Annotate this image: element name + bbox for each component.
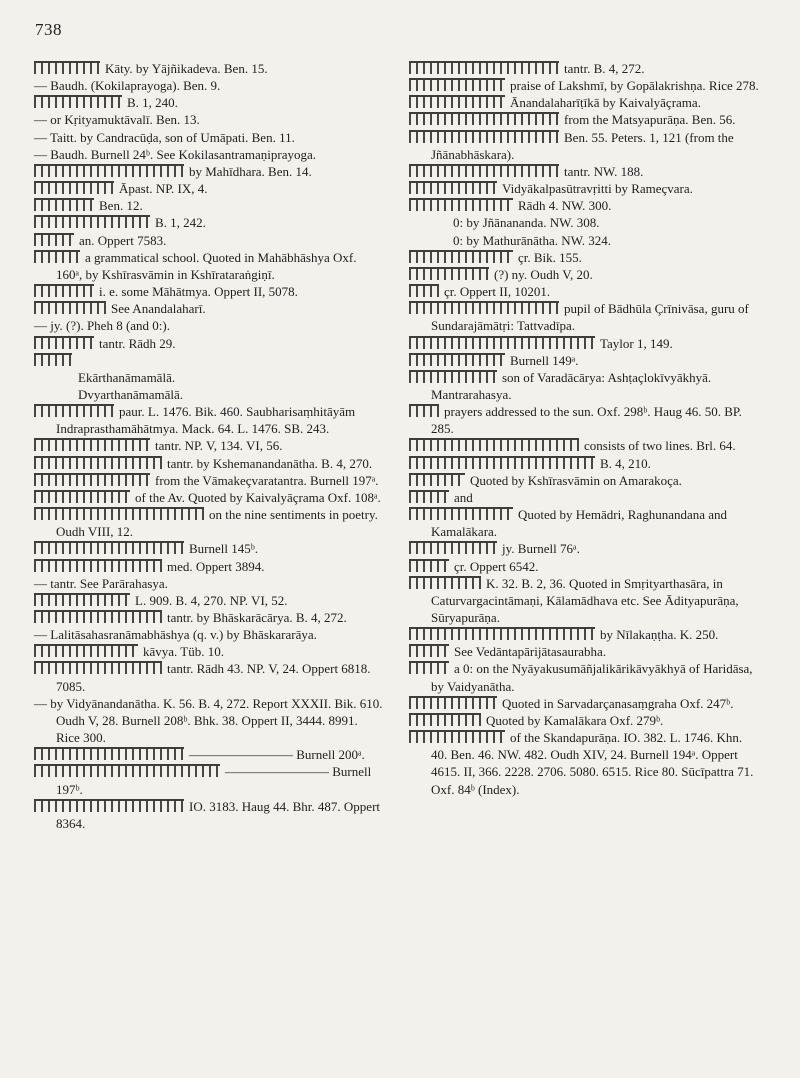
catalogue-entry	[34, 352, 384, 369]
entry-text: B. 1, 240.	[127, 95, 178, 111]
devanagari-headword	[409, 456, 595, 469]
devanagari-headword	[34, 593, 130, 606]
devanagari-headword	[409, 559, 449, 572]
entry-text: — tantr. See Parārahasya.	[34, 575, 168, 591]
entry-text: a grammatical school. Quoted in Mahābhāshya Oxf. 160ᵃ, by Kshīrasvāmin in Kshīrataraṅgiṇī.	[56, 249, 357, 282]
entry-text: jy. Burnell 76ᵃ.	[502, 541, 580, 557]
entry-text: tantr. Rādh 43. NP. V, 24. Oppert 6818. 7085.	[56, 661, 371, 694]
catalogue-entry	[409, 575, 759, 626]
devanagari-headword	[409, 713, 481, 726]
catalogue-entry	[409, 129, 759, 163]
devanagari-headword	[409, 490, 449, 503]
entry-text: kāvya. Tüb. 10.	[143, 644, 224, 660]
entry-text: 0: by Mathurānātha. NW. 324.	[453, 232, 612, 248]
catalogue-entry	[34, 643, 384, 660]
devanagari-headword	[409, 284, 439, 297]
entry-text: Taylor 1, 149.	[600, 335, 673, 351]
catalogue-entry	[34, 197, 384, 214]
entry-text: çr. Oppert II, 10201.	[444, 284, 551, 300]
devanagari-headword	[409, 507, 513, 520]
entry-text: — Baudh. (Kokilaprayoga). Ben. 9.	[34, 78, 221, 94]
devanagari-headword	[34, 456, 162, 469]
catalogue-entry	[34, 660, 384, 694]
devanagari-headword	[409, 541, 497, 554]
entry-text: from the Matsyapurāṇa. Ben. 56.	[564, 112, 736, 128]
entry-text: — by Vidyānandanātha. K. 56. B. 4, 272. Report XXXII. Bik. 610. Oudh V, 28. Burnell 208ᵇ. Bhk. 38. Oppert II, 3444. 8991. Rice 300.	[34, 695, 383, 746]
catalogue-entry	[409, 729, 759, 798]
entry-text: See Vedāntapārijātasaurabha.	[454, 644, 607, 660]
devanagari-headword	[34, 507, 204, 520]
entry-text: tantr. B. 4, 272.	[564, 61, 645, 76]
catalogue-entry	[409, 283, 759, 300]
devanagari-headword	[34, 799, 184, 812]
entry-text: Ben. 55. Peters. 1, 121 (from the Jñānabhāskara).	[431, 129, 734, 162]
catalogue-entry	[34, 403, 384, 437]
catalogue-entry	[34, 437, 384, 454]
devanagari-headword	[409, 661, 449, 674]
catalogue-entry	[409, 660, 759, 694]
entry-text: B. 4, 210.	[600, 455, 651, 471]
entry-text: Vidyākalpasūtravṛitti by Rameçvara.	[502, 181, 693, 197]
catalogue-entry	[34, 249, 384, 283]
catalogue-entry	[34, 214, 384, 231]
devanagari-headword	[409, 438, 579, 451]
catalogue-entry	[34, 111, 384, 128]
entry-text: (?) ny. Oudh V, 20.	[494, 266, 593, 282]
entry-text: tantr. NP. V, 134. VI, 56.	[155, 438, 283, 454]
catalogue-entry	[409, 369, 759, 403]
catalogue-entry	[34, 129, 384, 146]
entry-text: K. 32. B. 2, 36. Quoted in Smṛityarthasāra, in Caturvargacintāmaṇi, Kālamādhava etc. See Ādityapurāṇa, Sūryapurāṇa.	[431, 575, 739, 625]
devanagari-headword	[409, 95, 505, 108]
devanagari-headword	[34, 404, 114, 417]
entry-text: of the Av. Quoted by Kaivalyāçrama Oxf. 108ᵃ.	[135, 489, 381, 505]
catalogue-entry	[409, 94, 759, 111]
entry-text: çr. Oppert 6542.	[454, 558, 539, 574]
catalogue-entry	[409, 163, 759, 180]
devanagari-headword	[409, 730, 505, 743]
devanagari-headword	[34, 233, 74, 246]
catalogue-entry	[409, 249, 759, 266]
catalogue-entry	[34, 163, 384, 180]
entry-text: tantr. NW. 188.	[564, 163, 644, 179]
devanagari-headword	[34, 764, 220, 777]
catalogue-entry	[409, 60, 759, 77]
devanagari-headword	[34, 250, 80, 263]
devanagari-headword	[34, 610, 162, 623]
catalogue-entry	[34, 60, 384, 77]
catalogue-entry	[34, 626, 384, 643]
devanagari-headword	[409, 473, 465, 486]
catalogue-entry	[34, 506, 384, 540]
devanagari-headword	[409, 627, 595, 640]
catalogue-entry	[409, 214, 759, 231]
catalogue-entry	[409, 77, 759, 94]
catalogue-entry	[34, 317, 384, 334]
catalogue-entry	[409, 437, 759, 454]
catalogue-entry	[409, 712, 759, 729]
catalogue-entry	[409, 403, 759, 437]
entry-text: a 0: on the Nyāyakusumāñjalikārikāvyākhyā of Haridāsa, by Vaidyanātha.	[431, 661, 753, 694]
entry-text: of the Skandapurāṇa. IO. 382. L. 1746. Khn. 40. Ben. 46. NW. 482. Oudh XIV, 24. Burnell 194ᵃ. Oppert 4615. II, 366. 2228. 2706. 5080. 6515. Rice 80. Sūcīpattra 71. Oxf. 84ᵇ (Index).	[431, 730, 754, 797]
entry-text: Quoted by Kshīrasvāmin on Amarakoça.	[470, 472, 682, 488]
entry-text: by Mahīdhara. Ben. 14.	[189, 163, 312, 179]
entry-text: son of Varadācārya: Ashṭaçlokīvyākhyā. Mantrarahasya.	[431, 369, 712, 402]
catalogue-entry	[34, 575, 384, 592]
catalogue-entry	[34, 300, 384, 317]
devanagari-headword	[409, 644, 449, 657]
catalogue-entry	[409, 300, 759, 334]
devanagari-headword	[409, 198, 513, 211]
devanagari-headword	[409, 181, 497, 194]
catalogue-entry	[34, 558, 384, 575]
entry-text: 0: by Jñānananda. NW. 308.	[453, 215, 600, 231]
entry-text: IO. 3183. Haug 44. Bhr. 487. Oppert 8364.	[56, 798, 381, 831]
entry-text: L. 909. B. 4, 270. NP. VI, 52.	[135, 592, 288, 608]
catalogue-entry	[409, 626, 759, 643]
catalogue-entry	[409, 506, 759, 540]
entry-text: praise of Lakshmī, by Gopālakrishṇa. Rice 278.	[510, 78, 759, 94]
devanagari-headword	[34, 353, 72, 366]
entry-text: i. e. some Māhātmya. Oppert II, 5078.	[99, 284, 298, 300]
catalogue-entry	[409, 472, 759, 489]
devanagari-headword	[34, 644, 138, 657]
catalogue-entry	[34, 232, 384, 249]
entry-text: ———————— Burnell 200ᵃ.	[189, 747, 365, 763]
entry-text: B. 1, 242.	[155, 215, 206, 231]
entry-text: Burnell 149ᵃ.	[510, 352, 579, 368]
catalogue-entry	[34, 77, 384, 94]
catalogue-entry	[409, 352, 759, 369]
devanagari-headword	[34, 284, 94, 297]
devanagari-headword	[34, 164, 184, 177]
devanagari-headword	[34, 559, 162, 572]
entry-text: Ānandalaharīṭīkā by Kaivalyāçrama.	[510, 95, 701, 111]
entry-text: ———————— Burnell 197ᵇ.	[56, 764, 372, 797]
devanagari-headword	[34, 301, 106, 314]
right-column	[409, 60, 759, 798]
catalogue-entry	[409, 197, 759, 214]
catalogue-entry	[34, 798, 384, 832]
devanagari-headword	[34, 661, 162, 674]
entry-text: pupil of Bādhūla Çrīnivāsa, guru of Sundarajāmātṛi: Tattvadīpa.	[431, 301, 749, 334]
entry-text: Burnell 145ᵇ.	[189, 541, 259, 557]
entry-text: Ekārthanāmamālā.	[78, 369, 176, 385]
catalogue-entry	[34, 283, 384, 300]
catalogue-entry	[409, 489, 759, 506]
page-number: 738	[35, 20, 62, 39]
entry-text: Rādh 4. NW. 300.	[518, 198, 612, 214]
devanagari-headword	[34, 747, 184, 760]
catalogue-entry	[409, 455, 759, 472]
catalogue-entry	[409, 180, 759, 197]
catalogue-entry	[34, 746, 384, 763]
devanagari-headword	[34, 215, 150, 228]
entry-text: tantr. by Kshemanandanātha. B. 4, 270.	[167, 455, 373, 471]
entry-text: by Nīlakaṇṭha. K. 250.	[600, 627, 719, 643]
left-column	[34, 60, 384, 832]
catalogue-entry	[34, 180, 384, 197]
entry-text: an. Oppert 7583.	[79, 232, 167, 248]
devanagari-headword	[409, 164, 559, 177]
devanagari-headword	[409, 267, 489, 280]
devanagari-headword	[409, 78, 505, 91]
entry-text: Ben. 12.	[99, 198, 143, 214]
catalogue-entry	[34, 592, 384, 609]
devanagari-headword	[34, 541, 184, 554]
devanagari-headword	[34, 490, 130, 503]
entry-text: Kāty. by Yājñikadeva. Ben. 15.	[105, 61, 268, 76]
entry-text: — jy. (?). Pheh 8 (and 0:).	[34, 318, 170, 334]
entry-text: on the nine sentiments in poetry. Oudh VIII, 12.	[56, 507, 378, 540]
catalogue-entry	[34, 369, 384, 386]
devanagari-headword	[409, 404, 439, 417]
devanagari-headword	[409, 112, 559, 125]
devanagari-headword	[409, 301, 559, 314]
entry-text: Quoted by Kamalākara Oxf. 279ᵇ.	[486, 712, 664, 728]
entry-text: and	[454, 489, 473, 505]
devanagari-headword	[34, 61, 100, 74]
devanagari-headword	[34, 473, 150, 486]
entry-text: Quoted by Hemādri, Raghunandana and Kamalākara.	[431, 507, 728, 540]
entry-text: Quoted in Sarvadarçanasaṃgraha Oxf. 247ᵇ.	[502, 695, 734, 711]
entry-text: See Anandalaharī.	[111, 301, 206, 317]
catalogue-entry	[34, 489, 384, 506]
devanagari-headword	[409, 61, 559, 74]
entry-text: from the Vāmakeçvaratantra. Burnell 197ᵃ.	[155, 472, 379, 488]
devanagari-headword	[34, 181, 114, 194]
devanagari-headword	[34, 95, 122, 108]
devanagari-headword	[409, 370, 497, 383]
devanagari-headword	[409, 696, 497, 709]
catalogue-entry	[34, 609, 384, 626]
catalogue-entry	[409, 558, 759, 575]
catalogue-entry	[34, 540, 384, 557]
entry-text: tantr. Rādh 29.	[99, 335, 176, 351]
entry-text: tantr. by Bhāskarācārya. B. 4, 272.	[167, 610, 347, 625]
catalogue-entry	[409, 232, 759, 249]
catalogue-entry	[409, 335, 759, 352]
devanagari-headword	[409, 336, 595, 349]
devanagari-headword	[409, 576, 481, 589]
catalogue-entry	[409, 540, 759, 557]
devanagari-headword	[34, 438, 150, 451]
entry-text: paur. L. 1476. Bik. 460. Saubharisaṃhitāyām Indraprasthamāhātmya. Mack. 64. L. 1476. SB. 243.	[56, 404, 356, 437]
entry-text: consists of two lines. Brl. 64.	[584, 438, 736, 454]
catalogue-entry	[34, 146, 384, 163]
catalogue-entry	[34, 763, 384, 797]
devanagari-headword	[409, 250, 513, 263]
entry-text: Āpast. NP. IX, 4.	[119, 181, 208, 197]
catalogue-entry	[34, 335, 384, 352]
entry-text: med. Oppert 3894.	[167, 558, 265, 574]
entry-text: Dvyarthanāmamālā.	[78, 386, 184, 402]
entry-text: — Taitt. by Candracūḍa, son of Umāpati. Ben. 11.	[34, 129, 295, 145]
devanagari-headword	[34, 198, 94, 211]
devanagari-headword	[409, 353, 505, 366]
catalogue-entry	[34, 94, 384, 111]
catalogue-entry	[409, 695, 759, 712]
catalogue-entry	[409, 266, 759, 283]
catalogue-entry	[34, 695, 384, 746]
entry-text: çr. Bik. 155.	[518, 249, 582, 265]
devanagari-headword	[34, 336, 94, 349]
catalogue-entry	[34, 472, 384, 489]
catalogue-entry	[409, 111, 759, 128]
entry-text: — Baudh. Burnell 24ᵇ. See Kokilasantramaṇiprayoga.	[34, 146, 317, 162]
entry-text: prayers addressed to the sun. Oxf. 298ᵇ. Haug 46. 50. BP. 285.	[431, 404, 742, 437]
entry-text: — Lalitāsahasranāmabhāshya (q. v.) by Bhāskararāya.	[34, 627, 317, 643]
catalogue-entry	[34, 455, 384, 472]
entry-text: — or Kṛityamuktāvalī. Ben. 13.	[34, 112, 200, 128]
catalogue-entry	[34, 386, 384, 403]
devanagari-headword	[409, 130, 559, 143]
catalogue-entry	[409, 643, 759, 660]
